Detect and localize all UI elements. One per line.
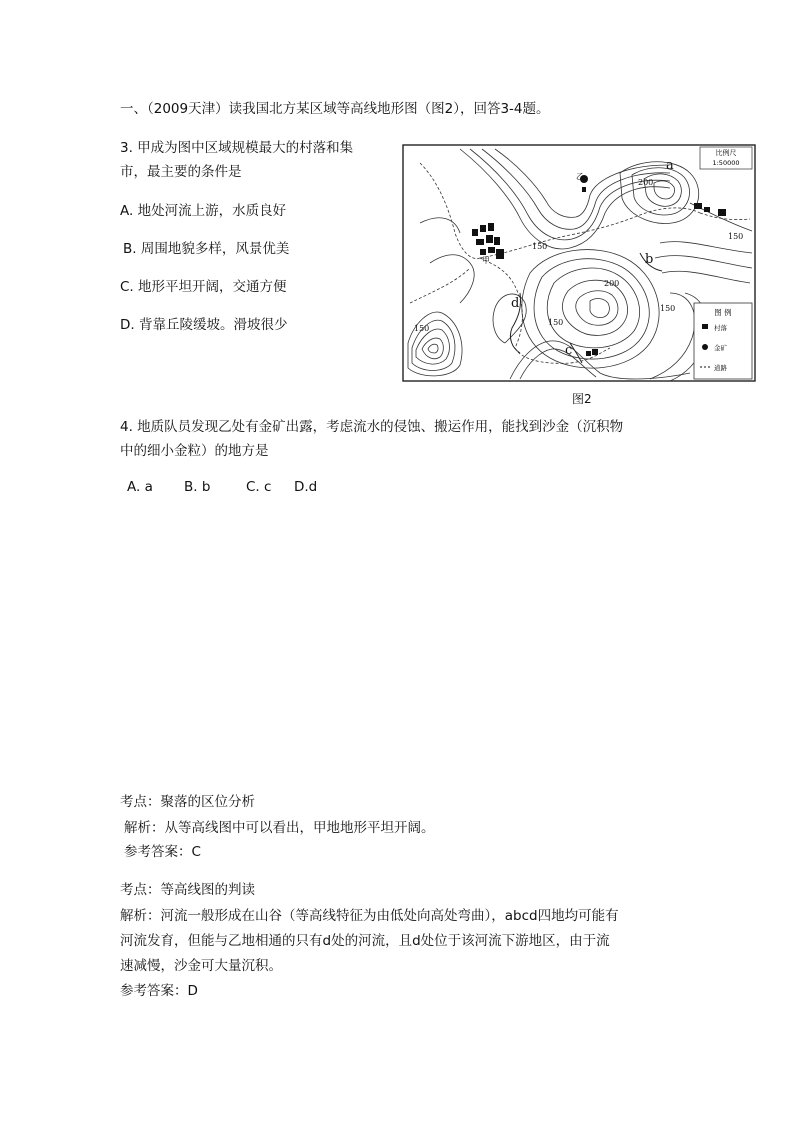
contour-label: 150	[660, 304, 676, 313]
answer4-jiexi-line3: 速减慢，沙金可大量沉积。	[120, 958, 282, 974]
q4-stem-line1: 4. 地质队员发现乙处有金矿出露，考虑流水的侵蚀、搬运作用，能找到沙金（沉积物	[120, 419, 624, 435]
point-label-d: d	[511, 296, 520, 311]
answer3-daan: 参考答案：C	[124, 844, 201, 860]
answer4-kaodian: 考点：等高线图的判读	[120, 882, 255, 898]
q3-option-c: C. 地形平坦开阔，交通方便	[120, 279, 287, 295]
contour-label: 200	[638, 178, 654, 187]
legend-mine-icon	[702, 344, 708, 350]
q3-stem-line1: 3. 甲成为图中区域规模最大的村落和集	[120, 140, 354, 156]
contour-label: 150	[548, 318, 564, 327]
q3-option-b: B. 周围地貌多样，风景优美	[123, 241, 290, 257]
contour-label: 200	[604, 279, 620, 288]
point-label-a: a	[666, 158, 674, 173]
legend-village-icon	[702, 324, 708, 329]
q3-option-d: D. 背靠丘陵缓坡。滑坡很少	[120, 317, 288, 333]
contour-label: 150	[414, 324, 430, 333]
answer4-jiexi-line1: 解析：河流一般形成在山谷（等高线特征为由低处向高处弯曲），abcd四地均可能有	[120, 908, 619, 924]
q4-option-a: A. a	[127, 479, 153, 495]
legend-road-label: 道路	[714, 364, 727, 372]
figure-caption: 图2	[572, 392, 592, 406]
scale-title: 比例尺	[715, 149, 737, 157]
answer3-kaodian: 考点：聚落的区位分析	[120, 794, 255, 810]
q4-option-b: B. b	[184, 479, 211, 495]
answer4-jiexi-line2: 河流发育，但能与乙地相通的只有d处的河流，且d处位于该河流下游地区，由于流	[120, 933, 610, 949]
legend-mine-label: 金矿	[714, 344, 727, 352]
legend-village-label: 村落	[714, 324, 727, 332]
q4-option-c: C. c	[246, 479, 272, 495]
scale-value: 1:50000	[712, 159, 740, 167]
q3-option-a: A. 地处河流上游，水质良好	[120, 203, 287, 219]
answer4-daan: 参考答案：D	[120, 983, 198, 999]
point-label-yi: 乙	[576, 172, 584, 181]
section-header: 一、（2009天津）读我国北方某区域等高线地形图（图2），回答3-4题。	[120, 101, 550, 117]
legend-title: 图 例	[714, 308, 732, 317]
contour-label: 150	[532, 242, 548, 251]
q4-option-d: D.d	[294, 479, 318, 495]
answer3-jiexi: 解析：从等高线图中可以看出，甲地地形平坦开阔。	[124, 820, 435, 836]
point-label-b: b	[645, 252, 654, 267]
contour-label: 150	[728, 232, 744, 241]
point-label-jia: 甲	[482, 256, 490, 265]
contour-map-figure	[400, 143, 758, 385]
q3-stem-line2: 市，最主要的条件是	[120, 164, 242, 180]
point-label-c: c	[565, 343, 573, 358]
q4-stem-line2: 中的细小金粒）的地方是	[120, 443, 269, 459]
